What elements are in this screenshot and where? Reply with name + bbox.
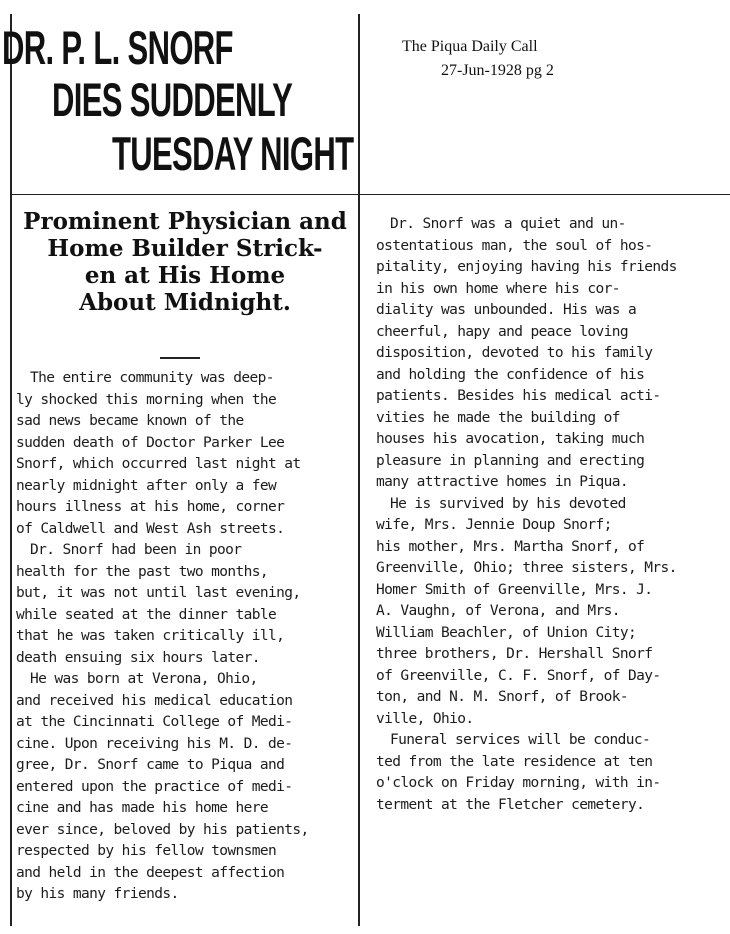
article-line: of Greenville, C. F. Snorf, of Day- (376, 667, 661, 684)
article-line: pitality, enjoying having his friends (376, 259, 677, 275)
article-line: but, it was not until last evening, (16, 585, 301, 601)
article-line: Snorf, which occurred last night at (16, 456, 301, 472)
article-line: Funeral services will be conduc- (390, 732, 651, 748)
article-line: The entire community was deep- (30, 370, 274, 386)
subheadline (12, 208, 358, 316)
article-line: cheerful, hapy and peace loving (376, 323, 629, 340)
column-rule-left (10, 14, 12, 926)
article-line: death ensuing six hours later. (16, 649, 260, 666)
subheadline-line: Prominent Physician and (23, 208, 347, 235)
article-line: He is survived by his devoted (390, 495, 626, 512)
article-line: health for the past two months, (16, 563, 269, 580)
article-line: and received his medical education (16, 692, 293, 709)
article-line: cine. Upon receiving his M. D. de- (16, 735, 293, 752)
column-rule-middle (358, 14, 360, 926)
article-line: hours illness at his home, corner (16, 499, 285, 515)
article-line: diality was unbounded. His was a (376, 302, 637, 318)
article-line: o'clock on Friday morning, with in- (376, 775, 661, 791)
article-line: ever since, beloved by his patients, (16, 821, 309, 838)
subheadline-line: About Midnight. (79, 289, 291, 316)
article-line: by his many friends. (16, 886, 179, 902)
article-line: of Caldwell and West Ash streets. (16, 520, 285, 537)
article-line: patients. Besides his medical acti- (376, 388, 661, 404)
article-line: wife, Mrs. Jennie Doup Snorf; (376, 517, 612, 533)
article-line: ly shocked this morning when the (16, 391, 277, 408)
article-line: three brothers, Dr. Hershall Snorf (376, 646, 653, 662)
article-line: that he was taken critically ill, (16, 628, 285, 644)
article-line: sad news became known of the (16, 413, 244, 429)
article-line: William Beachler, of Union City; (376, 624, 637, 641)
article-line: his mother, Mrs. Martha Snorf, of (376, 538, 645, 555)
article-line: many attractive homes in Piqua. (376, 474, 629, 490)
section-dash (160, 357, 200, 359)
article-line: while seated at the dinner table (16, 606, 277, 623)
subheadline-line: en at His Home (84, 262, 286, 289)
article-line: disposition, devoted to his family (376, 345, 653, 361)
article-line: gree, Dr. Snorf came to Piqua and (16, 757, 285, 773)
article-line: Homer Smith of Greenville, Mrs. J. (376, 581, 653, 598)
article-line: nearly midnight after only a few (16, 477, 277, 494)
article-line: in his own home where his cor- (376, 280, 620, 297)
headline-line-2: DIES SUDDENLY (52, 73, 293, 126)
article-line: cine and has made his home here (16, 800, 269, 816)
article-line: respected by his fellow townsmen (16, 843, 277, 859)
headline-line-3: TUESDAY NIGHT (112, 127, 354, 180)
headline-rule-left (12, 194, 358, 195)
article-column-right (376, 214, 726, 816)
article-line: and holding the confidence of his (376, 366, 645, 383)
subheadline-line: Home Builder Strick- (47, 235, 323, 262)
article-line: ville, Ohio. (376, 710, 474, 727)
article-line: pleasure in planning and erecting (376, 452, 645, 469)
source-date-page: 27-Jun-1928 pg 2 (441, 62, 554, 79)
article-line: Dr. Snorf was a quiet and un- (390, 216, 626, 232)
article-line: vities he made the building of (376, 409, 620, 426)
article-line: and held in the deepest affection (16, 864, 285, 881)
headline-line-1: DR. P. L. SNORF (2, 21, 233, 74)
source-newspaper: The Piqua Daily Call (402, 38, 538, 55)
article-column-left (16, 368, 356, 906)
article-line: Greenville, Ohio; three sisters, Mrs. (376, 560, 677, 576)
headline-rule-right (360, 194, 730, 195)
article-line: He was born at Verona, Ohio, (30, 671, 258, 687)
article-line: Dr. Snorf had been in poor (30, 542, 242, 558)
article-line: sudden death of Doctor Parker Lee (16, 434, 285, 451)
article-line: ton, and N. M. Snorf, of Brook- (376, 689, 629, 705)
article-line: houses his avocation, taking much (376, 431, 645, 447)
article-line: terment at the Fletcher cemetery. (376, 796, 645, 813)
article-line: entered upon the practice of medi- (16, 778, 293, 795)
article-line: ted from the late residence at ten (376, 753, 653, 770)
article-line: A. Vaughn, of Verona, and Mrs. (376, 603, 620, 619)
article-line: at the Cincinnati College of Medi- (16, 714, 293, 730)
article-line: ostentatious man, the soul of hos- (376, 237, 653, 254)
